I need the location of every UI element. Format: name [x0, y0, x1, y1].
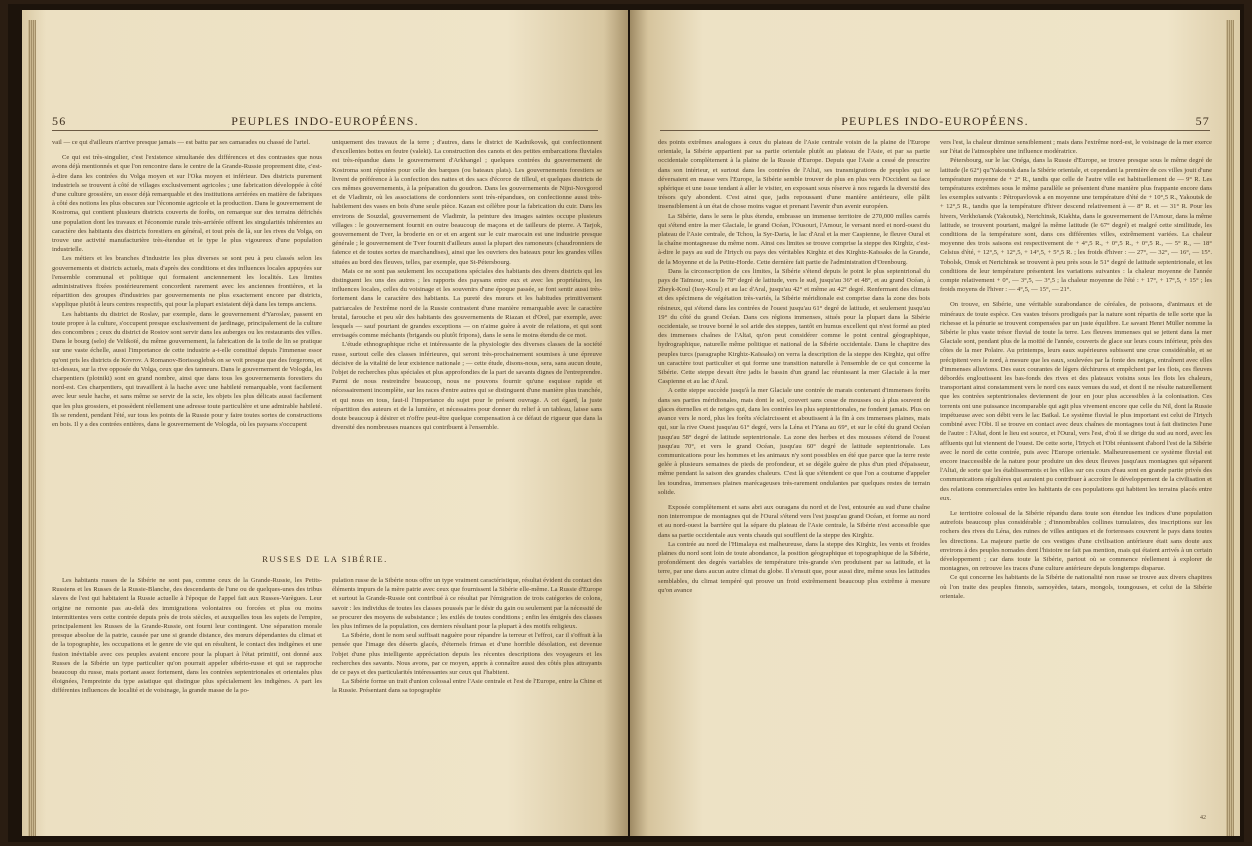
- section-title: RUSSES DE LA SIBÉRIE.: [262, 554, 388, 564]
- paragraph: Exposée complètement et sans abri aux ouragans du nord et de l'est, entourée au sud d'une chaîne non interrompue de montagnes qui de l'Oural s'étend vers l'est jusqu'au grand Océan, et forme au nord et au nord-ouest la barrière qui la sépare du plateau de l'Asie centrale, la Sibérie n'est accessible que dans sa partie occidentale aux vents chauds qui soufflent de la steppe des Kirghiz.: [658, 503, 930, 539]
- right-col2: [940, 138, 1212, 828]
- left-col1-top: [52, 138, 322, 548]
- paragraph: vers l'est, la chaleur diminue sensiblement ; mais dans l'extrême nord-est, le voisinage de la mer exerce sur l'état de l'atmosphère une influence modératrice.: [940, 139, 1212, 156]
- paragraph: Les métiers et les branches d'industrie les plus diverses se sont peu à peu classés selon les gouvernements et districts actuels, mais d'après des conditions et des influences locales appuyées sur l'ensemble communal et politique qui formaient anciennement les localités. Les limites administratives fixées postérieurement concordent rarement avec les anciennes frontières, et la répartition des groupes d'industries par gouvernements ne plus exactement encore par districts, s'applique plutôt à leurs centres respectifs, qui pour la plupart existaient déjà dans les temps anciens.: [52, 255, 322, 309]
- signature-mark: 42: [1200, 815, 1206, 821]
- book-spread: [8, 4, 1244, 842]
- paragraph: Dans la circonscription de ces limites, la Sibérie s'étend depuis le point le plus septentrional du pays de Taïmour, sous le 78° degré de latitude, vers le sud, jusqu'au 36° et 48°, et au grand Océan, à Zheyk-Koul (Issy-Koul) et au lac d'Aral, jusqu'au 42° et même au 42° degré. Renfermant des climats et des spécimens de végétation très-variés, la Sibérie méridionale est comprise dans la zone des bois résineux, qui s'étend dans les contrées de l'ouest jusqu'au 61° degré de latitude, et seulement jusqu'au 19° du côté du grand Océan. Dans ces régions immenses, situés pour la plupart dans la Sibérie occidentale, se trouve borné le sol aride des steppes, tantôt en humus excellent qui n'est formé au pied des immenses chaînes de l'Altaï, qu'on peut considérer comme le point central géographique, hydrographique, naturelle même politique et national de la Sibérie occidentale. Dans le chapitre des peuples turcs (paragraphe Kirghiz-Kaïssaks) on verra la description de la steppe des Kirghiz, qui offre un caractère tout particulier et qui forme une transition naturelle à l'ensemble de ce qui concerne la Sibérie. Cette steppe devait être jadis le bassin d'un grand lac réunissant la mer Glaciale à la mer Caspienne et au lac d'Aral.: [658, 267, 930, 386]
- paragraph: L'étude ethnographique riche et intéressante de la physiologie des diverses classes de la société russe, surtout celle des classes inférieures, qui seront très-prochainement soumises à une épreuve décisive de la vitalité de leur existence nationale ; — cette étude, disons-nous, sera, sans aucun doute, l'objet de recherches plus spéciales et plus approfondies de la part de savants dignes de l'entreprendre. Parmi de nous restreindre beaucoup, nous ne pouvons fournir qu'une esquisse rapide et nécessairement incomplète, sur les races d'entre autres qui se distinguent d'une manière plus tranchée, et qui nous en tous, faut-il l'importance du sujet pour le présent ouvrage. A cet égard, la juste répartition des auteurs et de la lumière, et nécessaires pour donner du relief à un tableau, laisse sans doute beaucoup à désirer et n'offre peut-être quelque compensation à ce défaut de rigueur que dans la diversité des nombreuses nuances qui contribuent à l'ensemble.: [332, 341, 602, 432]
- left-col2-top: [332, 138, 602, 548]
- right-page-edges: [1226, 20, 1234, 836]
- paragraph: vail — ce qui d'ailleurs n'arrive presque jamais — est battu par ses camarades ou chassé de l'artel.: [52, 139, 311, 146]
- paragraph: Ce qui concerne les habitants de la Sibérie de nationalité non russe se trouve aux divers chapitres où l'on traite des peuples finnois, samoyèdes, tatars, mongols, toungouses, et celui de la Sibérie orientale.: [940, 574, 1212, 600]
- left-col2-bottom: [332, 576, 602, 826]
- paragraph: La Sibérie forme un trait d'union colossal entre l'Asie centrale et l'est de l'Europe, entre la Chine et la Russie. Présentant dans sa topographie: [332, 678, 602, 695]
- right-page: [630, 10, 1240, 836]
- right-col1: [658, 138, 930, 828]
- paragraph: Les habitants du district de Roslav, par exemple, dans le gouvernement d'Yaroslav, passent en toute propre à la culture, s'occupent presque exclusivement de jardinage, principalement de la culture des concombres ; ceux du district de Rostov sont servir dans les auberges ou les restaurants des villes. Dans le bourg (selo) de Velikoïé, du même gouvernement, la fabrication de la toile de lin se pratique sur une vaste échelle, aussi l'importance de cette industrie a-t-elle constitué depuis l'immense essor qu'ont pris les districts de Kovrov. A Romanov-Borissoglebsk on se voit presque que des forgerons, et ici-dessus, sur la rive opposée du Volga, ceux que des tanneurs. Dans le gouvernement de Vologda, les charpentiers (plotniki) sont en grand nombre, ainsi que dans tous les gouvernements forestiers du nord-est. Ces charpentiers, qui travaillent à la hache avec une habileté remarquable, vont facilement avec leur seule hache, et sans même se servir de la scie, les objets les plus délicats aussi facilement que les plus grossiers, et possèdent réellement une adresse toute particulière et une admirable habileté. Ils se rendent, pendant l'été, sur tous les points de la Russie pour y faire toutes sortes de constructions en bois. Il y a des contrées entières, dans le gouvernement de Vologda, où les paysans s'occupent: [52, 310, 322, 429]
- left-page-edges: [28, 20, 36, 836]
- paragraph: Le territoire colossal de la Sibérie répandu dans toute son étendue les indices d'une population autrefois beaucoup plus considérable ; d'innombrables collines tumulaires, des inscriptions sur les rochers des rives du Léna, des ruines de villes antiques et de forteresses couvrent le pays dans toutes les directions. La majeure partie de ces vestiges d'une civilisation antérieure était sans doute aux environs à des peuples nomades dont l'histoire ne fait pas mention, mais qui étaient arrivés à un certain développement ; car dans toute la Sibérie, partout où se commence réellement à explorer de montagnes, on retrouve les traces d'une culture antérieure depuis longtemps disparue.: [940, 509, 1212, 573]
- right-header-rule: [660, 130, 1210, 131]
- paragraph: des points extrêmes analogues à ceux du plateau de l'Asie centrale voisin de la plaine de l'Europe orientale, la Sibérie appartient par sa partie orientale plutôt au plateau de l'Asie, et par sa partie occidentale complètement à la plaine de la Russie d'Europe. Depuis que l'Asie a cessé de prescrire dans son intérieur, et surtout dans les contrées de l'Altaï, ses transmigrations de peuples qui se déversaient en masse vers l'Europe, la Sibérie semble trouver de plus en plus vers l'Occident sa face sphérique et une issue tendant à aller le visiter, en exposant sous réserve à nos regards la diversité des trésors qu'y abondent. C'est ainsi que, jadis repoussant d'une manière antérieure, elle pâlit insensiblement à un état de chose moins vague et prenant l'avenir d'un avenir européen.: [658, 139, 930, 211]
- paragraph: Ce qui est très-singulier, c'est l'existence simultanée des différences et des contrastes que nous avons déjà mentionnés et que l'on rencontre dans le centre de la Grande-Russie proprement dite, c'est-à-dire dans les contrées du Volga moyen et sur l'Oka moyen et inférieur. Des districts purement industriels se trouvent à côté de villages exclusivement agricoles ; une fabrication développée à côté d'une culture grossière, un essor déjà remarquable et des institutions arriérées en matière de fabriques à côté des notions les plus obscures sur l'économie agricole et la production. Dans le gouvernement de Kostroma, qui contient plusieurs districts couverts de forêts, on remarque sur des terrains défrichés une population dont les travaux et l'économie rurale très-arriérée offrent les singularités inhérentes au caractère des habitants des districts forestiers en général, et tout près de là, sur les rives du Volga, on trouve une activité manufacturière très-étendue et le type le plus vigoureux d'une population industrielle.: [52, 154, 322, 254]
- left-page-number: 56: [52, 114, 67, 128]
- right-page-number: 57: [1195, 114, 1210, 128]
- paragraph: uniquement des travaux de la terre ; d'autres, dans le district de Kadnikovsk, qui confectionnent d'excellentes bottes en feutre (valeki). La construction des canots et des petites embarcations fluviales est très-répandue dans le gouvernement d'Arkhangel ; quelques contrées du gouvernement de Kostroma sont réputées pour celle des barques (ou bateaux plats). Les gouvernements forestiers se livrent de préférence à la confection des nattes et des sacs d'écorce de tilleul, et quelques districts de ces mêmes gouvernements, à la préparation du goudron. Dans les gouvernements de Nijni-Novgorod et de Vladimir, où les associations de cordonniers sont très-répandues, on confectionne aussi très-habilement des vases en bois d'une seule pièce. Kazan est célèbre pour la fabrication du cuir. Dans les environs de Souzdal, gouvernement de Vladimir, la peinture des images saintes occupe plusieurs villages : le gouvernement fournit en outre beaucoup de maçons et de tailleurs de pierre. A Tarjok, gouvernement de Tver, la broderie en or et en argent sur le cuir marocain est une industrie presque générale ; le gouvernement de Tver fournit d'ailleurs aussi la plupart des ramoneurs (chaudronniers de faïence et de toutes sortes de marchandises), ainsi que les ouvriers des bateaux pour les grandes villes situées au bord des fleuves, telles, par exemple, que St-Pétersbourg.: [332, 139, 602, 266]
- paragraph: A cette steppe succède jusqu'à la mer Glaciale une contrée de marais contenant d'immenses forêts dans ses parties méridionales, mais dont le sol, couvert sans cesse de mousses ou à plus souvent de glaces éternelles et de neiges qui, dans les contrées les plus septentrionales, ne fondent jamais. Plus on avance vers le nord, plus les forêts s'éclaircissent et aboutissent à la fin à ces immenses plaines, mais qui, sur la rive Ouest jusqu'au 61° degré, vers la Léna et l'Yana au 69°, et sur le côté du grand Océan jusqu'au 58° degré de latitude septentrionale. La zone des herbes et des mousses s'étend de l'ouest jusqu'au 70°, et vers le grand Océan, jusqu'au 60° degré de latitude septentrionale. Les communications pour les hommes et les animaux n'y sont possibles en été que parce que la terre reste gelée à plusieurs semaines de pieds de profondeur, et se dégèle guère de plus d'un pied d'épaisseur, même pendant la saison des grandes chaleurs. C'est là que s'étendent ce que l'on a coutume d'appeler les toundras, immenses plaines marécageuses très-rarement ondulantes par quelques restes de terrain solide.: [658, 387, 930, 496]
- left-running-title: PEUPLES INDO-EUROPÉENS.: [231, 114, 419, 128]
- left-col1-bottom: [52, 576, 322, 826]
- paragraph: On trouve, en Sibérie, une véritable surabondance de céréales, de poissons, d'animaux et de minéraux de toute espèce. Ces vastes trésors prodigués par la nature sont répartis de telle sorte que la richesse et la pénurie se trouvent compensées par un juste équilibre. Le savant Henri Müller nomme la Sibérie le plus vaste trésor fluvial de toute la terre. Les fleuves immenses qui se jettent dans la mer Glaciale sont, pendant plus de la moitié de l'année, couverts de glace sur leurs cours inférieur, près des côtes de la mer Polaire. Au printemps, leurs eaux supérieures subissent une crue considérable, et se précipitent vers le nord, à mesure que les eaux, soulevées par la fonte des neiges, entraînent avec elles d'immenses alluvions. Des eaux courantes de légers déchirures et empêchent par les flots, ces fleuves débordés engloutissent les bas-fonds des rives et des plateaux voisins sous les flots les chaleurs, transportant ainsi constamment vers le nord ces eaux venues du sud, et dont il ne résulte naturellement que les contrées septentrionales deviennent de jour en jour plus accessibles à la colonisation. Ces torrents ont une puissance incomparable qui agit plus vivement encore que celle du Nil, dont la Russie impétueuse avec son débit vers le lac Baïkal. Le système fluvial le plus important est celui de l'Irtych combiné avec l'Obi. Il se trouve en contact avec deux chaînes de montagnes tout à fait distinctes l'une de l'autre : l'Altaï, dont le lieu est source, et l'Oural, vers l'est, d'où il se dirige du sud au nord, avec les affluents qui lui viennent de l'ouest. De cette sorte, l'Irtych et l'Obi réunissent d'abord l'est de la Sibérie avec le nord de cette contrée, puis avec l'Europe orientale. Malheureusement ce système fluvial est encore inaccessible de la nature pour produire un des deux fleuves jusqu'aux montagnes qui séparent l'Altaï, de sorte que les établissements et les villes sur ces cours d'eau sont en grande partie privés des communications régulières qui auraient pu contribuer à accroître le développement de la civilisation et des relations commerciales entre les habitants de ces populations qui habitent les terrains placés entre eux.: [940, 301, 1212, 502]
- paragraph: Pétersbourg, sur le lac Onéga, dans la Russie d'Europe, se trouve presque sous le même degré de latitude (le 62°) qu'Yakoutsk dans la Sibérie orientale, et cependant la première de ces villes jouit d'une température moyenne de + 2° R., tandis que celle de l'autre ville est habituellement de — 9° R. Les températures extrêmes sous le même parallèle se présentent d'une manière plus frappante encore dans les exemples suivants : Pétropavlovsk a en moyenne une température d'été de + 10°,5 R., Yakoutsk de + 12°,5 R., tandis que la température d'hiver descend relativement à — 8° R. et — 31° R. Pour les hivers, Verkhoïansk (Yakoutsk), Nertchinsk, Kiakhta, dans le gouvernement de l'Amour, dans la même latitude, se trouvent pourtant, malgré la même latitude (le 67° degré) et malgré cette similitude, les conditions de la température sont, dans ces différentes villes, extrêmement variées. La chaleur moyenne des trois saisons est respectivement de + 4°,5 R., + 0°,5 R., + 0°,5 R., — 5° R., — 18° Celsius d'été, + 12°,5, + 12°,5, + 14°,5, + 5°,5 R. ; les froids d'hiver : — 27°, — 32°, — 16°, — 15°. Tobolsk, Omsk et Nertchinsk se trouvent à peu près sous le 51° degré de latitude septentrionale, et les conditions de leur température présentent les variations suivantes : la chaleur moyenne de l'année compte relativement + 0°, — 3°,5, — 3°,5 ; la chaleur moyenne de l'été : + 17°, + 17°,5, + 15° ; les froids moyens de l'hiver : — 4°,5, — 15°, — 21°.: [940, 157, 1212, 294]
- paragraph: Les habitants russes de la Sibérie ne sont pas, comme ceux de la Grande-Russie, les Petits-Russiens et les Russes de la Russie-Blanche, des descendants de l'une ou de quelques-unes des tribus slaves de l'est qui habitaient la Russie actuelle à l'époque de l'appel fait aux Russes-Varègues. Leur origine ne remonte pas au-delà des immigrations volontaires ou forcées et plus ou moins intermittentes vers cette contrée depuis près de trois siècles, et auxquelles tous les sujets de l'empire, principalement les Russes de la Grande-Russie, ont fourni leur contingent. Une séparation morale presque absolue de la patrie, causée par une si grande distance, des mœurs dépendantes du climat et de la topographie, les occupations et le genre de vie qui en résultent, le contact des indigènes et une fusion inévitable avec ces peuples avaient encore pour la plupart à l'état primitif, ont donné aux Russes de la Sibérie un type particulier qu'on pourrait appeler sibério-russe et qui se rapproche beaucoup du russe, mais portant assez fortement, dans les contrées septentrionales et orientales plus éloignées, l'empreinte du type asiatique qui distingue plus spécialement les indigènes. A part les différentes influences de localité et de voisinage, la grande masse de la po-: [52, 577, 322, 695]
- right-running-title: PEUPLES INDO-EUROPÉENS.: [841, 114, 1029, 128]
- left-page: [22, 10, 628, 836]
- left-header-rule: [52, 130, 598, 131]
- paragraph: Mais ce ne sont pas seulement les occupations spéciales des habitants des divers districts qui les distinguent les uns des autres ; les rapports des paysans entre eux et avec les propriétaires, les influences locales, celles du voisinage et les souvenirs d'une époque passée, se font sentir aussi très-fortement dans le caractère des habitants. La pureté des mœurs et les habitudes primitivement patriarcales de l'extrême nord de la Russie contrastent d'une manière remarquable avec le caractère brutal, farouche et peu sûr des habitants des gouvernements de Riazan et d'Orel, par exemple, avec lesquels — sauf pourtant de grandes exceptions — on n'aime guère à avoir de relations, et qui sont envisagés comme méchants (brigands ou plutôt fripons), dans le sens le moins étendu de ce mot.: [332, 267, 602, 340]
- paragraph: La Sibérie, dont le nom seul suffisait naguère pour répandre la terreur et l'effroi, car il s'offrait à la pensée que l'image des déserts glacés, d'éternels frimas et d'une horrible désolation, est devenue l'objet d'une plus intelligente appréciation depuis les récentes descriptions des voyageurs et les recherches des savants. Nous avons, par ce moyen, appris à connaître aussi des côtés plus attrayants de ce pays et des particularités intéressantes sur ceux qui l'habitent.: [332, 632, 602, 677]
- paragraph: pulation russe de la Sibérie nous offre un type vraiment caractéristique, résultat évident du contact des éléments impurs de la mère patrie avec ceux que fournissent la Sibérie elle-même. La Russie d'Europe et surtout la Grande-Russie ont contribué à ce résultat par l'émigration de trois catégories de colons, savoir : les individus de toutes les classes poussés par le désir du gain ou seulement par la nécessité de se procurer des moyens de subsistance ; les exilés de toutes conditions ; enfin les émigrés des classes les plus infimes de la population, ces derniers résultant pour la plupart à des motifs religieux.: [332, 577, 602, 631]
- paragraph: La contrée au nord de l'Himalaya est malheureuse, dans la steppe des Kirghiz, les vents et froides plaines du nord sont loin de toute abondance, la position géographique et topographique de la Sibérie, profondément des degrés variables de température très-grande s'en produisent par sa latitude, et la terre, par une dans aucun autre climat du globe. Il s'ensuit que, pour aussi dire, même sous les latitudes semblables, du climat tempéré qui prouve un froid extrêmement beaucoup plus extrême à mesure qu'on avance: [658, 540, 930, 594]
- paragraph: La Sibérie, dans le sens le plus étendu, embrasse un immense territoire de 270,000 milles carrés qui s'étend entre la mer Glaciale, le grand Océan, l'Ousouri, l'Amour, le versant nord et nord-ouest du plateau de l'Asie centrale, de Tchou, la Syr-Daria, le lac d'Aral et la mer Caspienne, le fleuve Oural et la chaîne montagneuse du même nom. Ainsi ces limites se trouve comprise la steppe des Kirghiz, c'est-à-dire le pays au sud de l'Irtych ou pays des véritables Kirghiz et des Kirghiz-Kaïssaks de la Grande, de la Moyenne et de la Petite-Horde. Cette dernière fait partie de l'administration d'Orenbourg.: [658, 212, 930, 266]
